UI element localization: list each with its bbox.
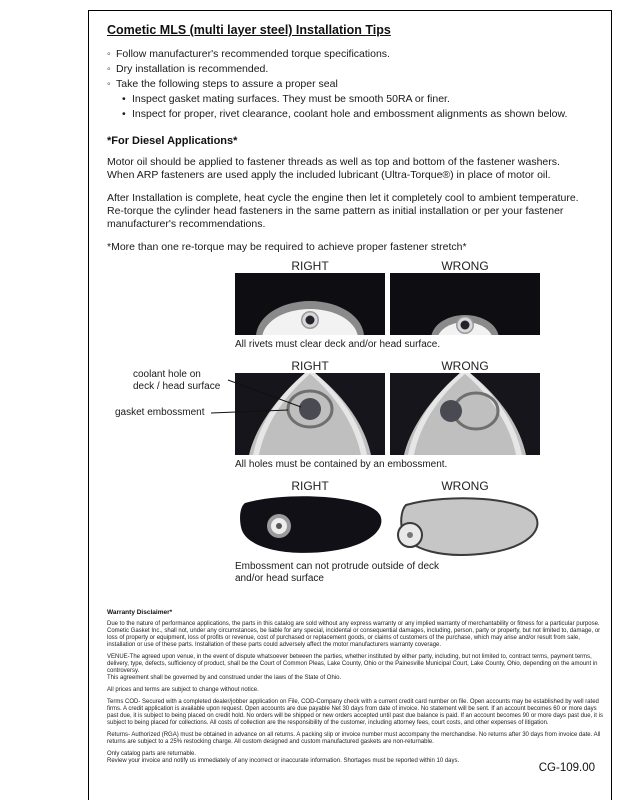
warranty-paragraph: Due to the nature of performance applications, the parts in this catalog are sold without any express warranty or any implied warranty of merchantability or fitness for a particular purpose. Cometic Gasket Inc., shall not, under any circumstances, be liable for any special, incidental or consequential damages, including, person, party or property, but not limited to, damage, or loss of property or equipment, loss of profits or revenue, cost of purchased or replacement goods, or claims of customers of the purchase, which may arise and/or result from sale, installation or use of these parts. Installation of these parts could adversely affect the motor manufacturers warranty coverage. xyxy=(107,621,601,648)
tip-text: Inspect for proper, rivet clearance, coolant hole and embossment alignments as shown below. xyxy=(132,108,568,120)
callout-text: deck / head surface xyxy=(133,381,221,392)
list-item xyxy=(107,77,603,92)
wrong-header: WRONG xyxy=(441,479,489,493)
gasket-embossment-callout: gasket embossment xyxy=(115,407,205,418)
diagram-section xyxy=(107,259,603,595)
list-item xyxy=(107,47,603,62)
diesel-applications-heading: *For Diesel Applications* xyxy=(107,135,238,147)
tips-list xyxy=(107,47,603,122)
filled-bullet-icon: • xyxy=(122,93,126,105)
warranty-paragraph: Only catalog parts are returnable. xyxy=(107,751,197,757)
page-content xyxy=(89,11,611,800)
tip-text: Inspect gasket mating surfaces. They must be smooth 50RA or finer. xyxy=(132,93,450,105)
caption-text: and/or head surface xyxy=(235,573,324,584)
warranty-paragraph: Terms COD- Secured with a completed dealer/jobber application on File, COD-Company check with a current credit card number on file. Open accounts may be established by well rated firms. A credit application is available upon request. Open accounts are due payable Net 30 days from date of invoice. No statement will be sent. If an account becomes 60 or more days past due, it is subject to being placed on credit hold. No orders will be shipped or new orders accepted until past due balance is paid. If an account becomes 90 or more days past due, it is subject to being placed for collections. All costs of collection are the responsibility of the customer, including attorney fees, court costs, and other expenses of litigation. xyxy=(107,699,603,726)
open-bullet-icon: ◦ xyxy=(107,48,111,60)
list-item xyxy=(122,107,603,122)
coolant-hole-right-diagram xyxy=(235,373,385,455)
tip-text: Take the following steps to assure a proper seal xyxy=(116,78,338,90)
callout-text: coolant hole on xyxy=(133,369,201,380)
rivets-caption: All rivets must clear deck and/or head surface. xyxy=(235,339,441,350)
open-bullet-icon: ◦ xyxy=(107,63,111,75)
right-header: RIGHT xyxy=(291,259,329,273)
wrong-header: WRONG xyxy=(441,259,489,273)
list-item xyxy=(107,62,603,77)
diesel-paragraph-2: After Installation is complete, heat cycle the engine then let it completely cool to ambient temperature. Re-torque the cylinder head fasteners in the same pattern as initial installation or per your fastener manufacturer's recommendations. xyxy=(107,192,579,230)
embossment-right-diagram xyxy=(235,493,385,557)
filled-bullet-icon: • xyxy=(122,108,126,120)
warranty-paragraph: This agreement shall be governed by and construed under the laws of the State of Ohio. xyxy=(107,675,342,681)
open-bullet-icon: ◦ xyxy=(107,78,111,90)
warranty-paragraph: Returns- Authorized (RGA) must be obtained in advance on all returns. A packing slip or invoice number must accompany the merchandise. No returns after 30 days from invoice date. All returns are subject to a 25% restocking charge. All custom designed and custom manufactured gaskets are non-returnable. xyxy=(107,732,601,745)
embossment-caption xyxy=(235,561,439,585)
coolant-hole-wrong-diagram xyxy=(390,373,540,455)
page-code: CG-109.00 xyxy=(538,762,595,774)
list-item xyxy=(122,92,603,107)
right-header: RIGHT xyxy=(291,479,329,493)
page-title: Cometic MLS (multi layer steel) Installation Tips xyxy=(107,23,391,37)
tip-text: Follow manufacturer's recommended torque specifications. xyxy=(116,48,390,60)
right-header: RIGHT xyxy=(291,359,329,373)
rivet-right-diagram xyxy=(235,273,385,335)
warranty-section xyxy=(107,609,603,765)
holes-caption: All holes must be contained by an embossment. xyxy=(235,459,448,470)
rivet-wrong-diagram xyxy=(390,273,540,335)
tip-text: Dry installation is recommended. xyxy=(116,63,269,75)
diesel-paragraph-1: Motor oil should be applied to fastener threads as well as top and bottom of the fastener washers. When ARP fasteners are used apply the included lubricant (Ultra-Torque®) in place of motor oil. xyxy=(107,156,560,181)
wrong-header: WRONG xyxy=(441,359,489,373)
coolant-hole-callout xyxy=(133,369,233,393)
warranty-heading: Warranty Disclaimer* xyxy=(107,609,173,616)
warranty-paragraph: All prices and terms are subject to change without notice. xyxy=(107,687,259,693)
page-frame xyxy=(88,10,612,800)
warranty-paragraph: Review your invoice and notify us immediately of any incorrect or inaccurate information. Shortages must be reported within 10 days. xyxy=(107,758,460,764)
embossment-wrong-diagram xyxy=(390,493,540,557)
retorque-note: *More than one re-torque may be required to achieve proper fastener stretch* xyxy=(107,241,467,253)
warranty-paragraph: VENUE-The agreed upon venue, in the event of dispute whatsoever between the parties, whether instituted by either party, including, but not limited to, contract terms, payment terms, delivery, type, defects, sufficiency of product, shall be the Court of Common Pleas, Lake County, Ohio or the Painesville Municipal Court, Lake County, Ohio, depending on the amount in controversy. xyxy=(107,654,598,674)
caption-text: Embossment can not protrude outside of deck xyxy=(235,561,440,572)
